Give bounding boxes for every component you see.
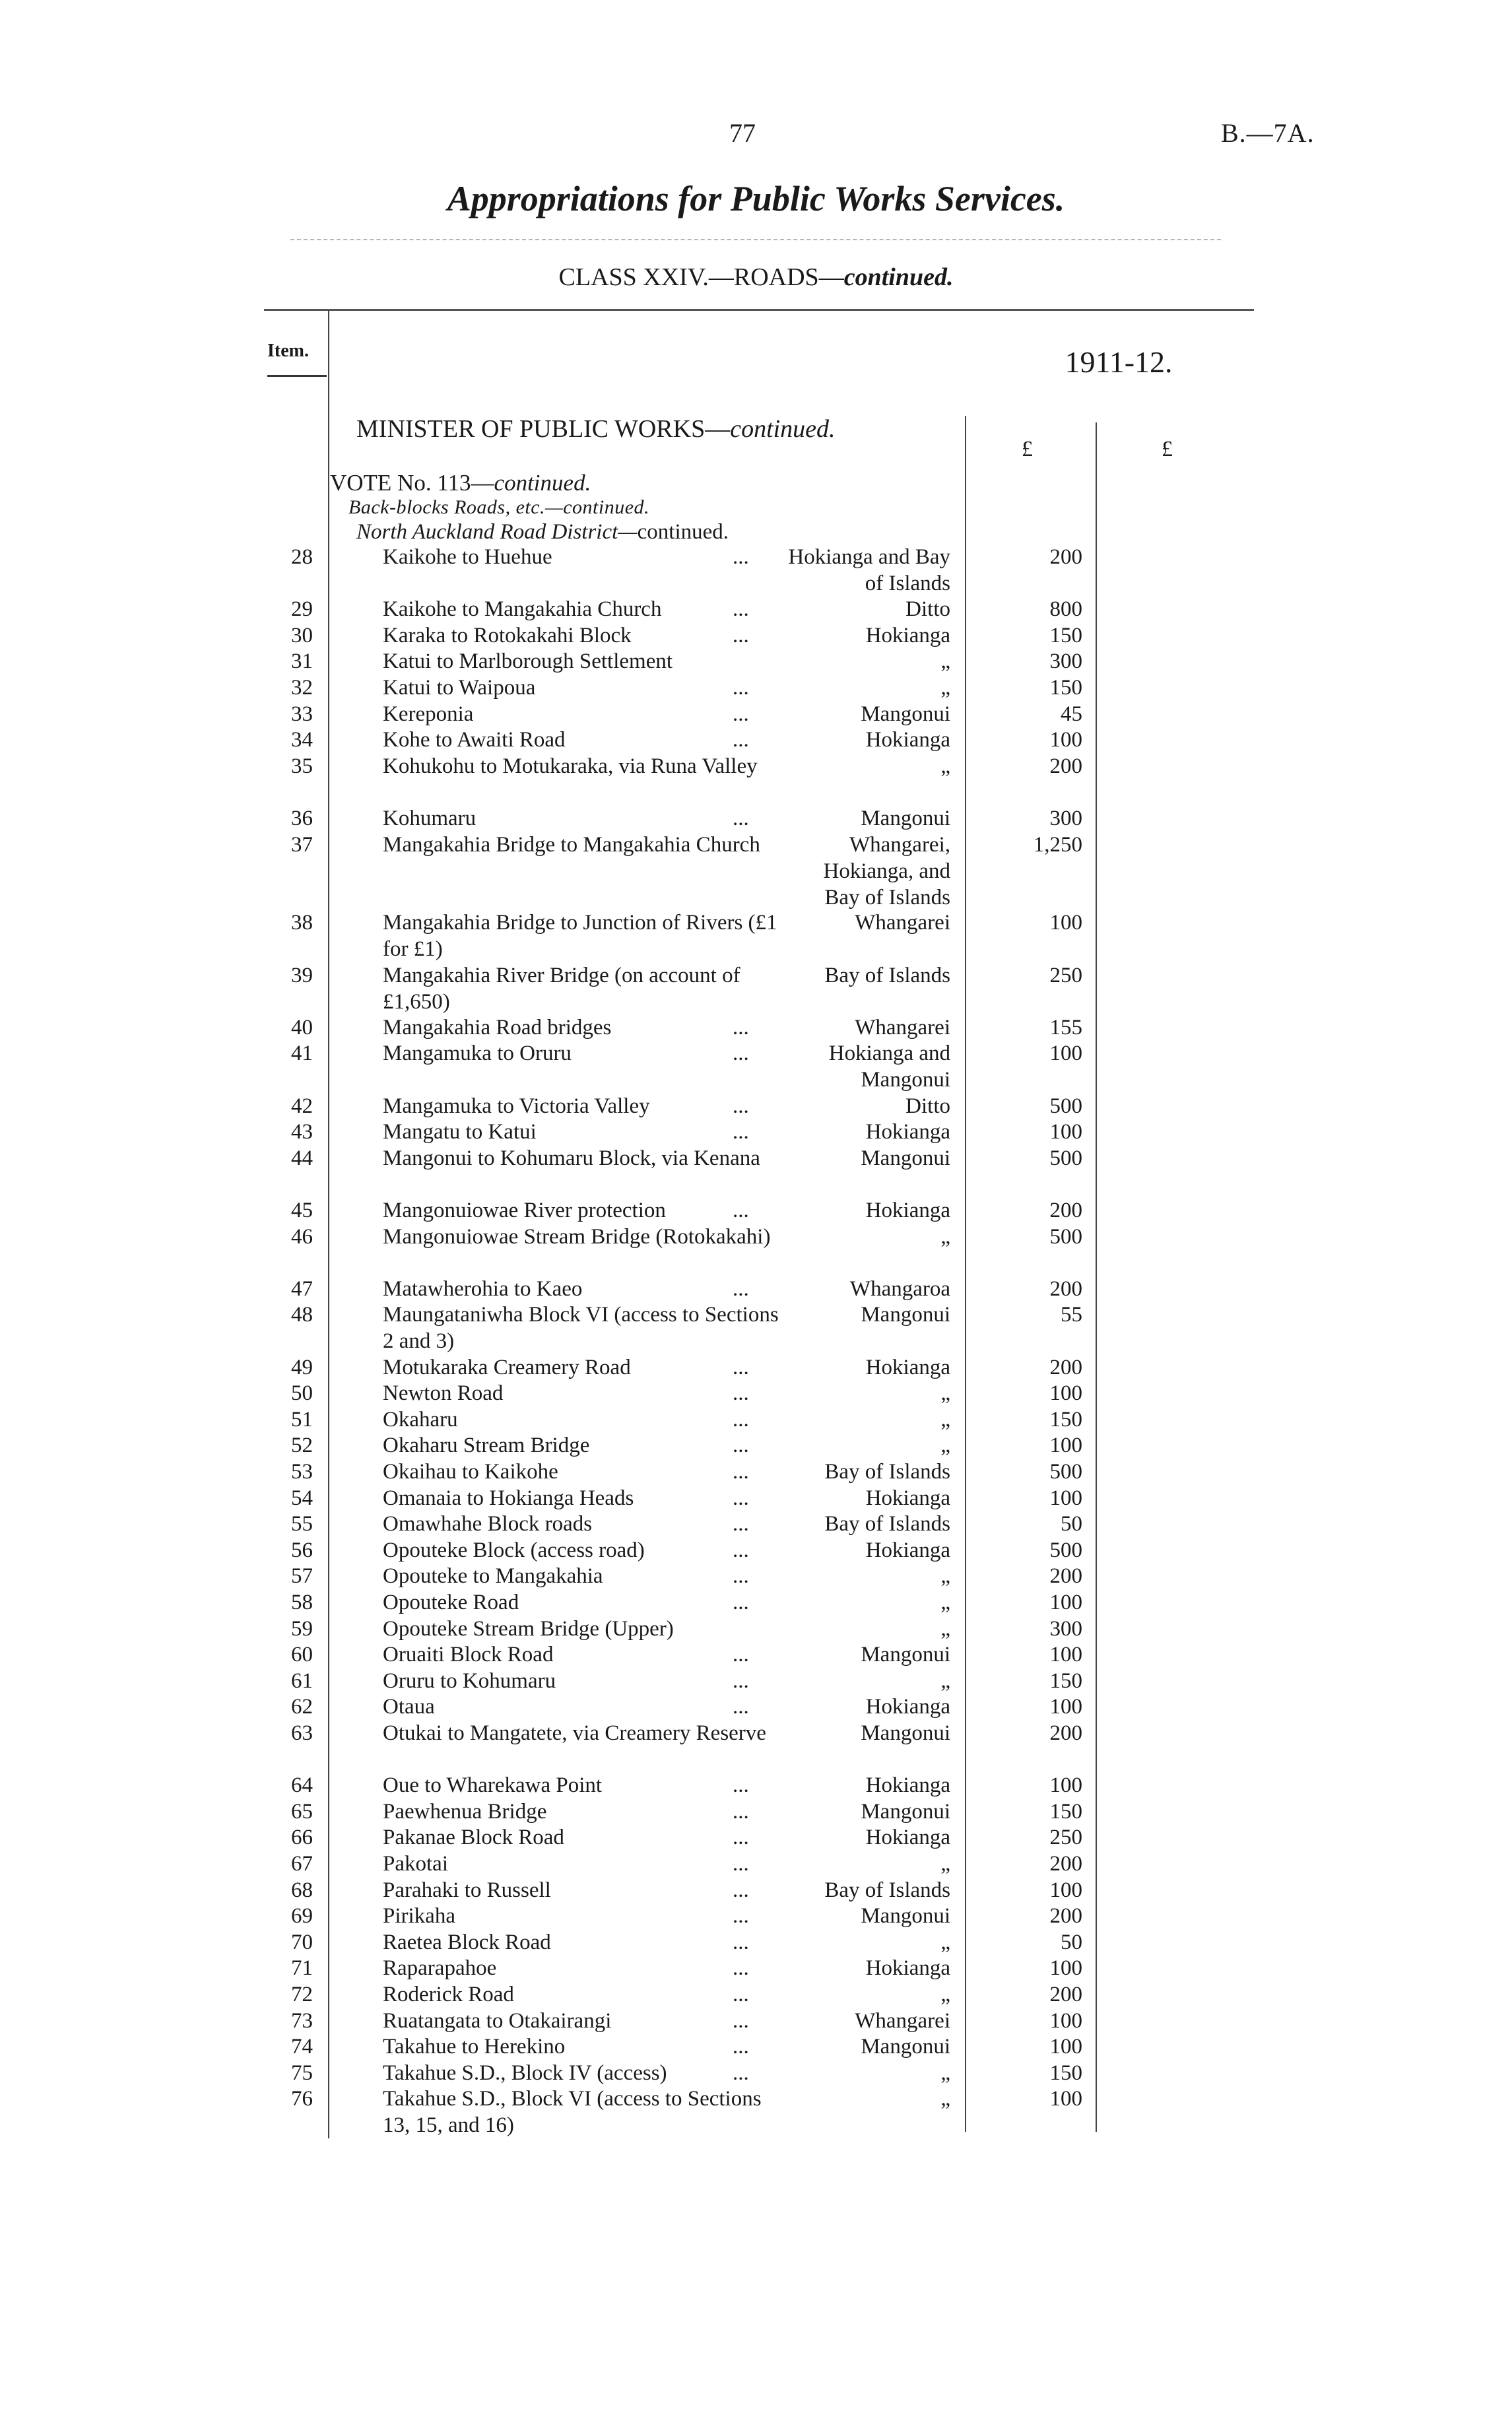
item-number: 40 (291, 1015, 313, 1040)
leader-dots: ... (733, 1094, 749, 1118)
item-district: Bay of Islands (824, 963, 950, 987)
item-amount: 300 (1049, 807, 1082, 830)
item-amount: 50 (1061, 1512, 1082, 1536)
item-description: Oruru to Kohumaru (383, 1668, 556, 1693)
item-description: Roderick Road (383, 1983, 514, 2006)
vote-heading-continued: continued. (494, 470, 591, 496)
item-description: Mangamuka to Oruru (383, 1041, 572, 1066)
leader-dots: ... (733, 1878, 749, 1902)
leader-dots: ... (733, 1407, 749, 1432)
item-amount: 150 (1049, 1799, 1082, 1824)
item-number: 74 (291, 2035, 313, 2059)
item-amount: 200 (1049, 1721, 1082, 1745)
item-district: Hokianga (865, 1826, 950, 1850)
item-district: Whangaroa (849, 1276, 950, 1301)
item-number: 36 (291, 807, 313, 830)
item-description: Oue to Wharekawa Point (383, 1773, 603, 1798)
leader-dots: ... (733, 1486, 749, 1510)
item-amount: 200 (1049, 1904, 1082, 1929)
item-amount: 500 (1049, 1094, 1082, 1118)
item-district: Hokianga and Mangonui (828, 1041, 950, 1092)
item-number: 44 (291, 1146, 313, 1170)
item-description: Kaikohe to Huehue (383, 545, 552, 569)
item-description: Pakanae Block Road (383, 1826, 564, 1850)
item-number: 70 (291, 1930, 313, 1954)
item-description: Mangatu to Katui (383, 1120, 537, 1144)
item-amount: 150 (1049, 623, 1082, 647)
item-district: „ (940, 1668, 950, 1693)
item-number: 30 (291, 623, 313, 647)
leader-dots: ... (733, 1904, 749, 1929)
item-number: 67 (291, 1852, 313, 1876)
item-amount: 150 (1049, 1407, 1082, 1432)
leader-dots: ... (733, 1668, 749, 1693)
item-description: Newton Road (383, 1381, 504, 1406)
item-description: Otukai to Mangatete, via Creamery Reserve (383, 1721, 766, 1745)
item-description: Katui to Waipoua (383, 676, 536, 700)
item-number: 65 (291, 1799, 313, 1824)
item-description: Raparapahoe (383, 1956, 497, 1981)
item-number: 34 (291, 728, 313, 752)
leader-dots: ... (733, 728, 749, 752)
item-number: 75 (291, 2061, 313, 2085)
leader-dots: ... (733, 702, 749, 726)
item-district: „ (940, 1564, 950, 1589)
item-amount: 100 (1049, 911, 1082, 935)
amount-column-rule (1096, 422, 1097, 2132)
item-number: 43 (291, 1120, 313, 1144)
item-district: Hokianga and Bay of Islands (788, 545, 950, 595)
item-number: 53 (291, 1460, 313, 1484)
currency-symbol: £ (1162, 437, 1173, 461)
item-number: 39 (291, 963, 313, 987)
district-heading-main: North Auckland Road District— (356, 520, 638, 544)
item-amount: 150 (1049, 2061, 1082, 2085)
year-header: 1911-12. (1065, 345, 1173, 379)
leader-dots: ... (733, 1956, 749, 1981)
leader-dots: ... (733, 2008, 749, 2033)
item-number: 29 (291, 597, 313, 622)
item-number: 68 (291, 1878, 313, 1902)
item-district: Ditto (905, 1094, 950, 1118)
item-district: Whangarei (855, 1015, 950, 1040)
leader-dots: ... (733, 1355, 749, 1379)
item-description: Paewhenua Bridge (383, 1799, 547, 1824)
item-description: Ruatangata to Otakairangi (383, 2008, 612, 2033)
district-heading (356, 520, 729, 544)
item-amount: 200 (1049, 754, 1082, 778)
item-description: Pirikaha (383, 1904, 455, 1929)
item-number: 71 (291, 1956, 313, 1981)
item-district: „ (940, 2061, 950, 2085)
item-amount: 100 (1049, 2087, 1082, 2111)
leader-dots: ... (733, 1512, 749, 1536)
item-district: Whangarei, Hokianga, and Bay of Islands (823, 832, 950, 909)
vote-heading (330, 470, 591, 496)
leader-dots: ... (733, 1199, 749, 1222)
leader-dots: ... (733, 1460, 749, 1484)
item-amount: 100 (1049, 1695, 1082, 1719)
item-number: 66 (291, 1826, 313, 1850)
item-amount: 100 (1049, 1643, 1082, 1667)
item-description: Raetea Block Road (383, 1930, 551, 1954)
leader-dots: ... (733, 1564, 749, 1589)
item-amount: 50 (1061, 1930, 1082, 1954)
page-reference: B.—7A. (1221, 118, 1315, 148)
item-amount: 500 (1049, 1538, 1082, 1562)
item-district: „ (940, 1616, 950, 1641)
item-district: Mangonui (861, 1799, 950, 1824)
vote-heading-main: VOTE No. 113— (330, 470, 494, 496)
minister-heading-continued: continued. (730, 415, 836, 443)
item-district: „ (940, 1930, 950, 1954)
item-district: Hokianga (865, 1695, 950, 1719)
item-number: 37 (291, 832, 313, 857)
class-heading-main: CLASS XXIV.—ROADS— (558, 263, 844, 291)
item-number: 69 (291, 1904, 313, 1929)
leader-dots: ... (733, 807, 749, 830)
leader-dots: ... (733, 1852, 749, 1876)
leader-dots: ... (733, 1538, 749, 1562)
subvote-heading: Back-blocks Roads, etc.—continued. (348, 496, 650, 518)
item-amount: 100 (1049, 2035, 1082, 2059)
item-number: 50 (291, 1381, 313, 1406)
title-divider (290, 239, 1221, 240)
item-number: 45 (291, 1199, 313, 1222)
item-number: 73 (291, 2008, 313, 2033)
leader-dots: ... (733, 1695, 749, 1719)
leader-dots: ... (733, 1930, 749, 1954)
item-amount: 100 (1049, 1434, 1082, 1458)
item-district: Ditto (905, 597, 950, 622)
leader-dots: ... (733, 2061, 749, 2085)
item-description: Okaihau to Kaikohe (383, 1460, 558, 1484)
item-amount: 200 (1049, 1199, 1082, 1222)
item-number: 28 (291, 545, 313, 569)
item-description: Mangonuiowae Stream Bridge (Rotokakahi) (383, 1224, 771, 1249)
item-district: Hokianga (865, 1199, 950, 1222)
item-amount: 200 (1049, 1355, 1082, 1379)
item-district: Hokianga (865, 1486, 950, 1510)
leader-dots: ... (733, 1799, 749, 1824)
leader-dots: ... (733, 1643, 749, 1667)
item-district: „ (940, 2087, 950, 2111)
item-number: 54 (291, 1486, 313, 1510)
item-description: Opouteke Block (access road) (383, 1538, 645, 1562)
item-number: 62 (291, 1695, 313, 1719)
item-amount: 250 (1049, 1826, 1082, 1850)
item-amount: 500 (1049, 1224, 1082, 1249)
item-amount: 250 (1049, 963, 1082, 987)
item-district: Hokianga (865, 623, 950, 647)
item-description: Mangakahia Road bridges (383, 1015, 612, 1040)
item-description: Takahue S.D., Block IV (access) (383, 2061, 667, 2085)
item-amount: 45 (1061, 702, 1082, 726)
item-number: 38 (291, 911, 313, 935)
item-district: „ (940, 649, 950, 674)
item-description: Kaikohe to Mangakahia Church (383, 597, 662, 622)
leader-dots: ... (733, 545, 749, 569)
item-description: Parahaki to Russell (383, 1878, 551, 1902)
item-description: Oruaiti Block Road (383, 1643, 554, 1667)
item-description: Mangakahia Bridge to Junction of Rivers (£1 for £1) (383, 911, 777, 962)
item-description: Kohumaru (383, 807, 477, 830)
item-amount: 100 (1049, 2008, 1082, 2033)
item-amount: 200 (1049, 1564, 1082, 1589)
leader-dots: ... (733, 1826, 749, 1850)
leader-dots: ... (733, 1381, 749, 1406)
item-number: 42 (291, 1094, 313, 1118)
item-district: Hokianga (865, 1120, 950, 1144)
item-number: 64 (291, 1773, 313, 1798)
item-description: Katui to Marlborough Settlement (383, 649, 673, 674)
leader-dots: ... (733, 623, 749, 647)
item-column-header: Item. (267, 341, 309, 361)
item-amount: 200 (1049, 1852, 1082, 1876)
item-amount: 500 (1049, 1146, 1082, 1170)
item-number: 58 (291, 1591, 313, 1614)
item-description: Karaka to Rotokakahi Block (383, 623, 632, 647)
leader-dots: ... (733, 597, 749, 622)
item-description: Otaua (383, 1695, 435, 1719)
item-description: Mangakahia Bridge to Mangakahia Church (383, 832, 760, 857)
item-amount: 100 (1049, 1120, 1082, 1144)
item-description: Opouteke Road (383, 1591, 519, 1614)
leader-dots: ... (733, 1591, 749, 1614)
item-district: Hokianga (865, 1956, 950, 1981)
item-district: Bay of Islands (824, 1460, 950, 1484)
leader-dots: ... (733, 676, 749, 700)
item-amount: 55 (1061, 1303, 1082, 1327)
item-number: 72 (291, 1983, 313, 2006)
item-district: Mangonui (861, 1303, 950, 1327)
class-heading (0, 263, 1512, 292)
item-amount: 155 (1049, 1015, 1082, 1040)
item-amount: 100 (1049, 1956, 1082, 1981)
item-amount: 100 (1049, 1381, 1082, 1406)
item-number: 48 (291, 1303, 313, 1327)
item-district: Whangarei (855, 2008, 950, 2033)
item-amount: 300 (1049, 649, 1082, 674)
item-header-underline (267, 375, 327, 377)
leader-dots: ... (733, 1120, 749, 1144)
item-district: Hokianga (865, 1355, 950, 1379)
item-number: 51 (291, 1407, 313, 1432)
item-district: Whangarei (855, 911, 950, 935)
item-district: „ (940, 1983, 950, 2006)
item-description: Motukaraka Creamery Road (383, 1355, 631, 1379)
item-number: 32 (291, 676, 313, 700)
item-district: Hokianga (865, 1538, 950, 1562)
page-title: Appropriations for Public Works Services. (447, 179, 1065, 218)
item-description: Maungataniwha Block VI (access to Sections 2 and 3) (383, 1303, 779, 1354)
item-description: Opouteke Stream Bridge (Upper) (383, 1616, 674, 1641)
item-column-rule (328, 310, 329, 2138)
item-district: „ (940, 754, 950, 778)
class-heading-continued: continued. (843, 263, 954, 291)
item-district: Mangonui (861, 1904, 950, 1929)
item-district: Hokianga (865, 728, 950, 752)
item-description: Okaharu (383, 1407, 458, 1432)
item-district: „ (940, 1381, 950, 1406)
leader-dots: ... (733, 1015, 749, 1040)
item-amount: 150 (1049, 676, 1082, 700)
item-number: 52 (291, 1434, 313, 1458)
item-amount: 200 (1049, 1276, 1082, 1301)
item-amount: 150 (1049, 1668, 1082, 1693)
item-district: Bay of Islands (824, 1512, 950, 1536)
district-heading-continued: continued. (637, 520, 729, 544)
item-amount: 500 (1049, 1460, 1082, 1484)
item-amount: 800 (1049, 597, 1082, 622)
item-district: „ (940, 1224, 950, 1249)
item-description: Kereponia (383, 702, 474, 726)
page-number: 77 (729, 118, 756, 148)
item-number: 76 (291, 2087, 313, 2111)
item-district: „ (940, 1434, 950, 1458)
item-amount: 100 (1049, 1041, 1082, 1066)
item-number: 55 (291, 1512, 313, 1536)
item-description: Opouteke to Mangakahia (383, 1564, 603, 1589)
item-number: 61 (291, 1668, 313, 1693)
item-description: Matawherohia to Kaeo (383, 1276, 583, 1301)
item-amount: 1,250 (1033, 832, 1082, 857)
item-number: 47 (291, 1276, 313, 1301)
item-amount: 100 (1049, 1591, 1082, 1614)
item-description: Omanaia to Hokianga Heads (383, 1486, 634, 1510)
item-district: „ (940, 1852, 950, 1876)
item-district: Mangonui (861, 702, 950, 726)
item-number: 63 (291, 1721, 313, 1745)
leader-dots: ... (733, 2035, 749, 2059)
item-description: Pakotai (383, 1852, 448, 1876)
item-number: 60 (291, 1643, 313, 1667)
minister-heading-main: MINISTER OF PUBLIC WORKS— (356, 415, 731, 443)
item-description: Mangonui to Kohumaru Block, via Kenana (383, 1146, 760, 1170)
item-number: 31 (291, 649, 313, 674)
item-district: „ (940, 676, 950, 700)
item-amount: 100 (1049, 1773, 1082, 1798)
item-number: 35 (291, 754, 313, 778)
item-number: 41 (291, 1041, 313, 1066)
item-district: Hokianga (865, 1773, 950, 1798)
item-description: Mangonuiowae River protection (383, 1199, 666, 1222)
item-description: Mangakahia River Bridge (on account of £1,650) (383, 963, 740, 1014)
item-number: 56 (291, 1538, 313, 1562)
item-district: „ (940, 1591, 950, 1614)
item-description: Okaharu Stream Bridge (383, 1434, 590, 1458)
leader-dots: ... (733, 1434, 749, 1458)
leader-dots: ... (733, 1983, 749, 2006)
item-district: „ (940, 1407, 950, 1432)
item-number: 59 (291, 1616, 313, 1641)
item-number: 33 (291, 702, 313, 726)
item-district: Mangonui (861, 1146, 950, 1170)
item-amount: 200 (1049, 1983, 1082, 2006)
item-description: Kohukohu to Motukaraka, via Runa Valley (383, 754, 758, 778)
leader-dots: ... (733, 1773, 749, 1798)
district-column-rule (965, 416, 966, 2132)
leader-dots: ... (733, 1276, 749, 1301)
item-number: 46 (291, 1224, 313, 1249)
item-district: Mangonui (861, 2035, 950, 2059)
minister-heading (356, 414, 836, 444)
item-amount: 100 (1049, 728, 1082, 752)
item-district: Mangonui (861, 1721, 950, 1745)
item-amount: 100 (1049, 1486, 1082, 1510)
table-top-rule (264, 309, 1254, 311)
item-amount: 100 (1049, 1878, 1082, 1902)
item-amount: 300 (1049, 1616, 1082, 1641)
item-description: Takahue to Herekino (383, 2035, 566, 2059)
currency-symbol: £ (1022, 437, 1033, 461)
item-description: Mangamuka to Victoria Valley (383, 1094, 650, 1118)
item-amount: 200 (1049, 545, 1082, 569)
item-description: Takahue S.D., Block VI (access to Sections 13, 15, and 16) (383, 2087, 762, 2138)
item-description: Omawhahe Block roads (383, 1512, 593, 1536)
leader-dots: ... (733, 1041, 749, 1066)
item-description: Kohe to Awaiti Road (383, 728, 566, 752)
item-district: Mangonui (861, 807, 950, 830)
item-district: Mangonui (861, 1643, 950, 1667)
item-number: 49 (291, 1355, 313, 1379)
item-district: Bay of Islands (824, 1878, 950, 1902)
item-number: 57 (291, 1564, 313, 1589)
